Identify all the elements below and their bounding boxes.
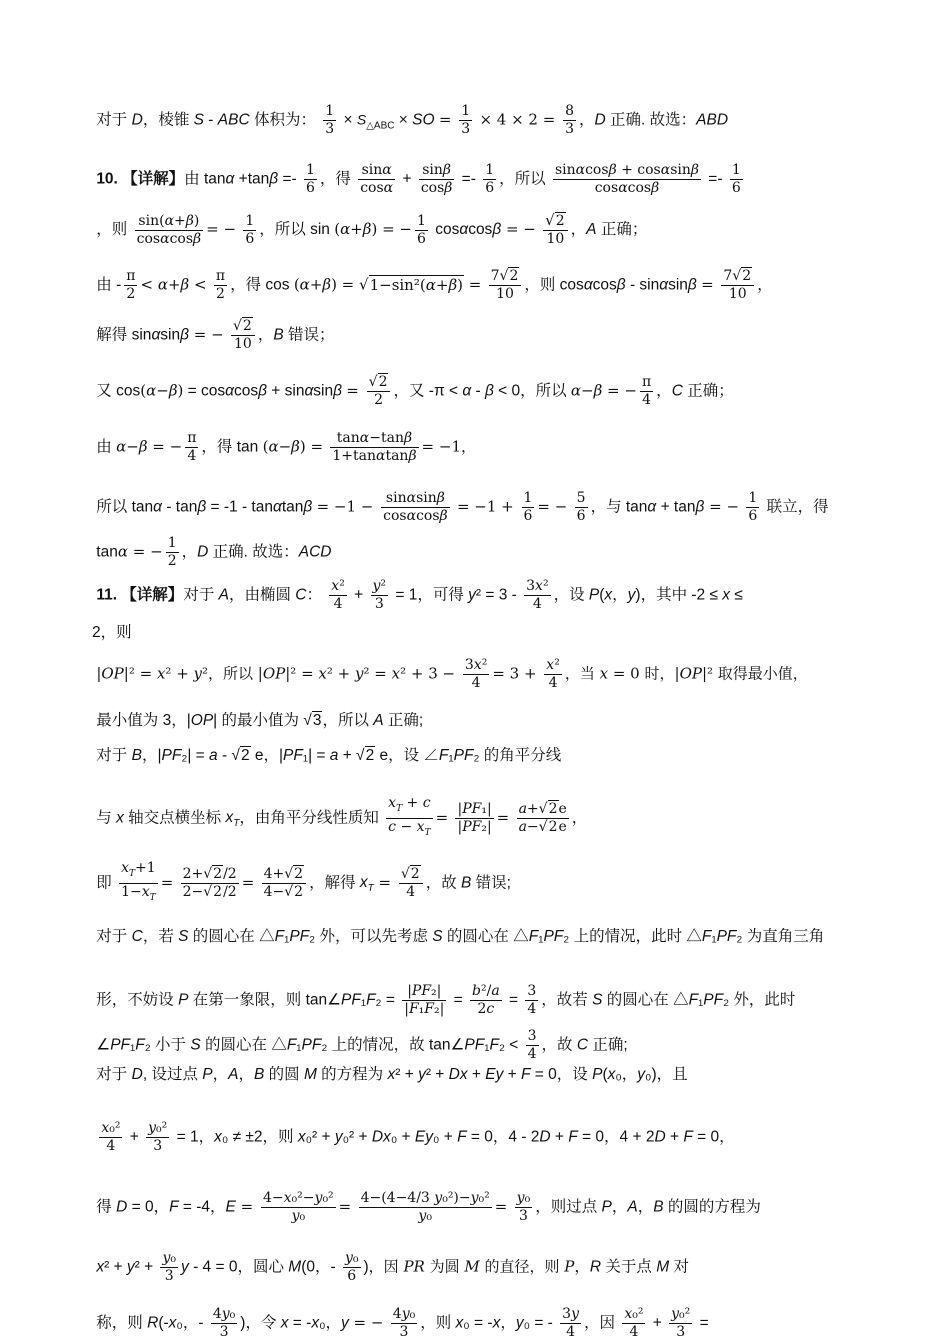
text-line: 又 cos(α−β) = cosαcosβ + sinαsinβ = $\frac{√2}{2}$ ，又 -π < α - β < 0，所以 α−β = − $\frac{\pi}{4}$ ，C 正确； <box>92 374 734 408</box>
text-line: 解得 sinαsinβ = − $\frac{√2}{10}$ ，B 错误； <box>92 318 335 352</box>
text-line: 对于 D, 设过点 P，A，B 的圆 M 的方程为 x² + y² + Dx + Ey + F = 0，设 P(x₀，y₀)，且 <box>92 1066 688 1083</box>
text-line: 形，不妨设 P 在第一象限，则 tan∠PF₁F₂ = $\frac{\text{|PF₂|}}{\text{|F₁F₂|}}$ = $\frac{\text{b²/a}}{2c}$ = $\frac{3}{4}$ ，故若 S 的圆心在 △F₁PF₂ 外，此时 <box>92 983 796 1017</box>
text-line: ，则 $\frac{\sin(\alpha+\beta)}{\cos\alpha\cos\beta}$ = − $\frac{1}{6}$ ，所以 sin (α+β) = − $\frac{1}{6}$ cosαcosβ = − $\frac{√2}{10}$ ，A 正确； <box>92 211 648 247</box>
text-line: 所以 tanα - tanβ = -1 - tanαtanβ = −1 − $\frac{\sin\alpha\sin\beta}{\cos\alpha\cos\beta}$ = −1 + $\frac{1}{6}$ = − $\frac{5}{6}$ ，与 tanα + tanβ = − $\frac{1}{6}$ 联立，得 <box>92 490 829 524</box>
line-text: 2，则 <box>92 624 132 641</box>
text-line: 与 x 轴交点横坐标 $x_T$，由角平分线性质知 $\frac{x_T + c}{c - x_T}$ = $\frac{\text{|PF₁|}}{\text{|PF₂|}}$ = $\frac{a+√2e}{a-√2e}$ ， <box>92 795 588 838</box>
text-line: 对于 C，若 S 的圆心在 △F₁PF₂ 外，可以先考虑 S 的圆心在 △F₁PF₂ 上的情况，此时 △F₁PF₂ 为直角三角 <box>92 928 825 945</box>
text-line: 最小值为 3，|OP| 的最小值为 √3，所以 A 正确; <box>92 712 424 729</box>
text-line: ∠PF₁F₂ 小于 S 的圆心在 △F₁PF₂ 上的情况，故 tan∠PF₁F₂ < $\frac{3}{4}$ ，故 C 正确; <box>92 1028 628 1062</box>
text-line: 由 α−β = − $\frac{\pi}{4}$ ，得 tan (α−β) = $\frac{\tan\alpha-\tan\beta}{1+\tan\alpha\tan\beta}$ = −1， <box>92 430 476 464</box>
text-line: 得 D = 0，F = -4，E = $\frac{\text{4−x₀²−y₀²}}{\text{y₀}}$ = $\frac{\text{4−(4−4/3 y₀²)−y₀²}}{\text{y₀}}$ = $\frac{\text{y₀}}{3}$ ，则过点 P，A，B 的圆的方程为 <box>92 1190 761 1224</box>
text-line: 对于 D，棱锥 S - ABC 体积为： $\frac{1}{3}$ × $S_{\triangle ABC}$ × SO = $\frac{1}{3}$ × 4 × 2 = $\frac{8}{3}$ ，D 正确. 故选：ABD <box>92 103 729 137</box>
text-line: |OP|² = x² + y²，所以 |OP|² = x² + y² = x² + 3 − $\frac{\text{3x²}}{4}$ = 3 + $\frac{\text{x²}}{4}$ ，当 x = 0 时，|OP|² 取得最小值， <box>96 657 808 691</box>
text-line: 称，则 R(-x₀，- $\frac{\text{4y₀}}{3}$ )，令 x = -x₀，y = − $\frac{\text{4y₀}}{3}$ ，则 x₀ = -x，y₀ = - $\frac{3y}{4}$ ，因 $\frac{\text{x₀²}}{4}$ + $\frac{\text{y₀²}}{3}$ = <box>92 1306 709 1340</box>
text-line: 11. 【详解】对于 A，由椭圆 C： $\frac{\text{x²}}{4}$ + $\frac{\text{y²}}{3}$ = 1，可得 y² = 3 - $\frac{\text{3x²}}{4}$ ，设 P(x，y)，其中 -2 ≤ x ≤ <box>96 578 743 612</box>
text-line: tanα = − $\frac{1}{2}$ ，D 正确. 故选：ACD <box>92 535 332 569</box>
text-line: 10. 【详解】由 tanα +tanβ =- $\frac{1}{6}$ ，得 $\frac{\sin\alpha}{\cos\alpha}$ + $\frac{\sin\beta}{\cos\beta}$ =- $\frac{1}{6}$ ，所以 $\frac{\sin\alpha\cos\beta + \cos\alpha\sin\beta}{\cos\alpha\cos\beta}$ =- $\frac{1}{6}$ <box>96 162 741 196</box>
text-line: 对于 B，|PF₂| = a - √2 e，|PF₁| = a + √2 e，设 ∠F₁PF₂ 的角平分线 <box>92 747 562 764</box>
text-line: 即 $\frac{x_T+1}{1-x_T}$ = $\frac{2+√2/2}{2-√2/2}$ = $\frac{4+√2}{4-√2}$ ，解得 $x_T$ = $\frac{√2}{4}$ ，故 B 错误; <box>92 860 511 903</box>
text-line: 由 - $\frac{\pi}{2}$ < α+β < $\frac{\pi}{2}$ ，得 cos (α+β) = √1−sin²(α+β) = $\frac{7√2}{10}$ ，则 cosαcosβ - sinαsinβ = $\frac{7√2}{10}$ ， <box>92 268 773 302</box>
text-line: x² + y² + $\frac{\text{y₀}}{3}$ y - 4 = 0，圆心 M(0，- $\frac{\text{y₀}}{6}$ )，因 PR 为圆 M 的直径，则 P，R 关于点 M 对 <box>96 1250 689 1284</box>
text-line <box>92 622 858 644</box>
text-line: $\frac{\text{x₀²}}{4}$ + $\frac{\text{y₀²}}{3}$ = 1，x₀ ≠ ±2，则 x₀² + y₀² + Dx₀ + Ey₀ + F = 0，4 - 2D + F = 0，4 + 2D + F = 0， <box>101 1120 735 1154</box>
